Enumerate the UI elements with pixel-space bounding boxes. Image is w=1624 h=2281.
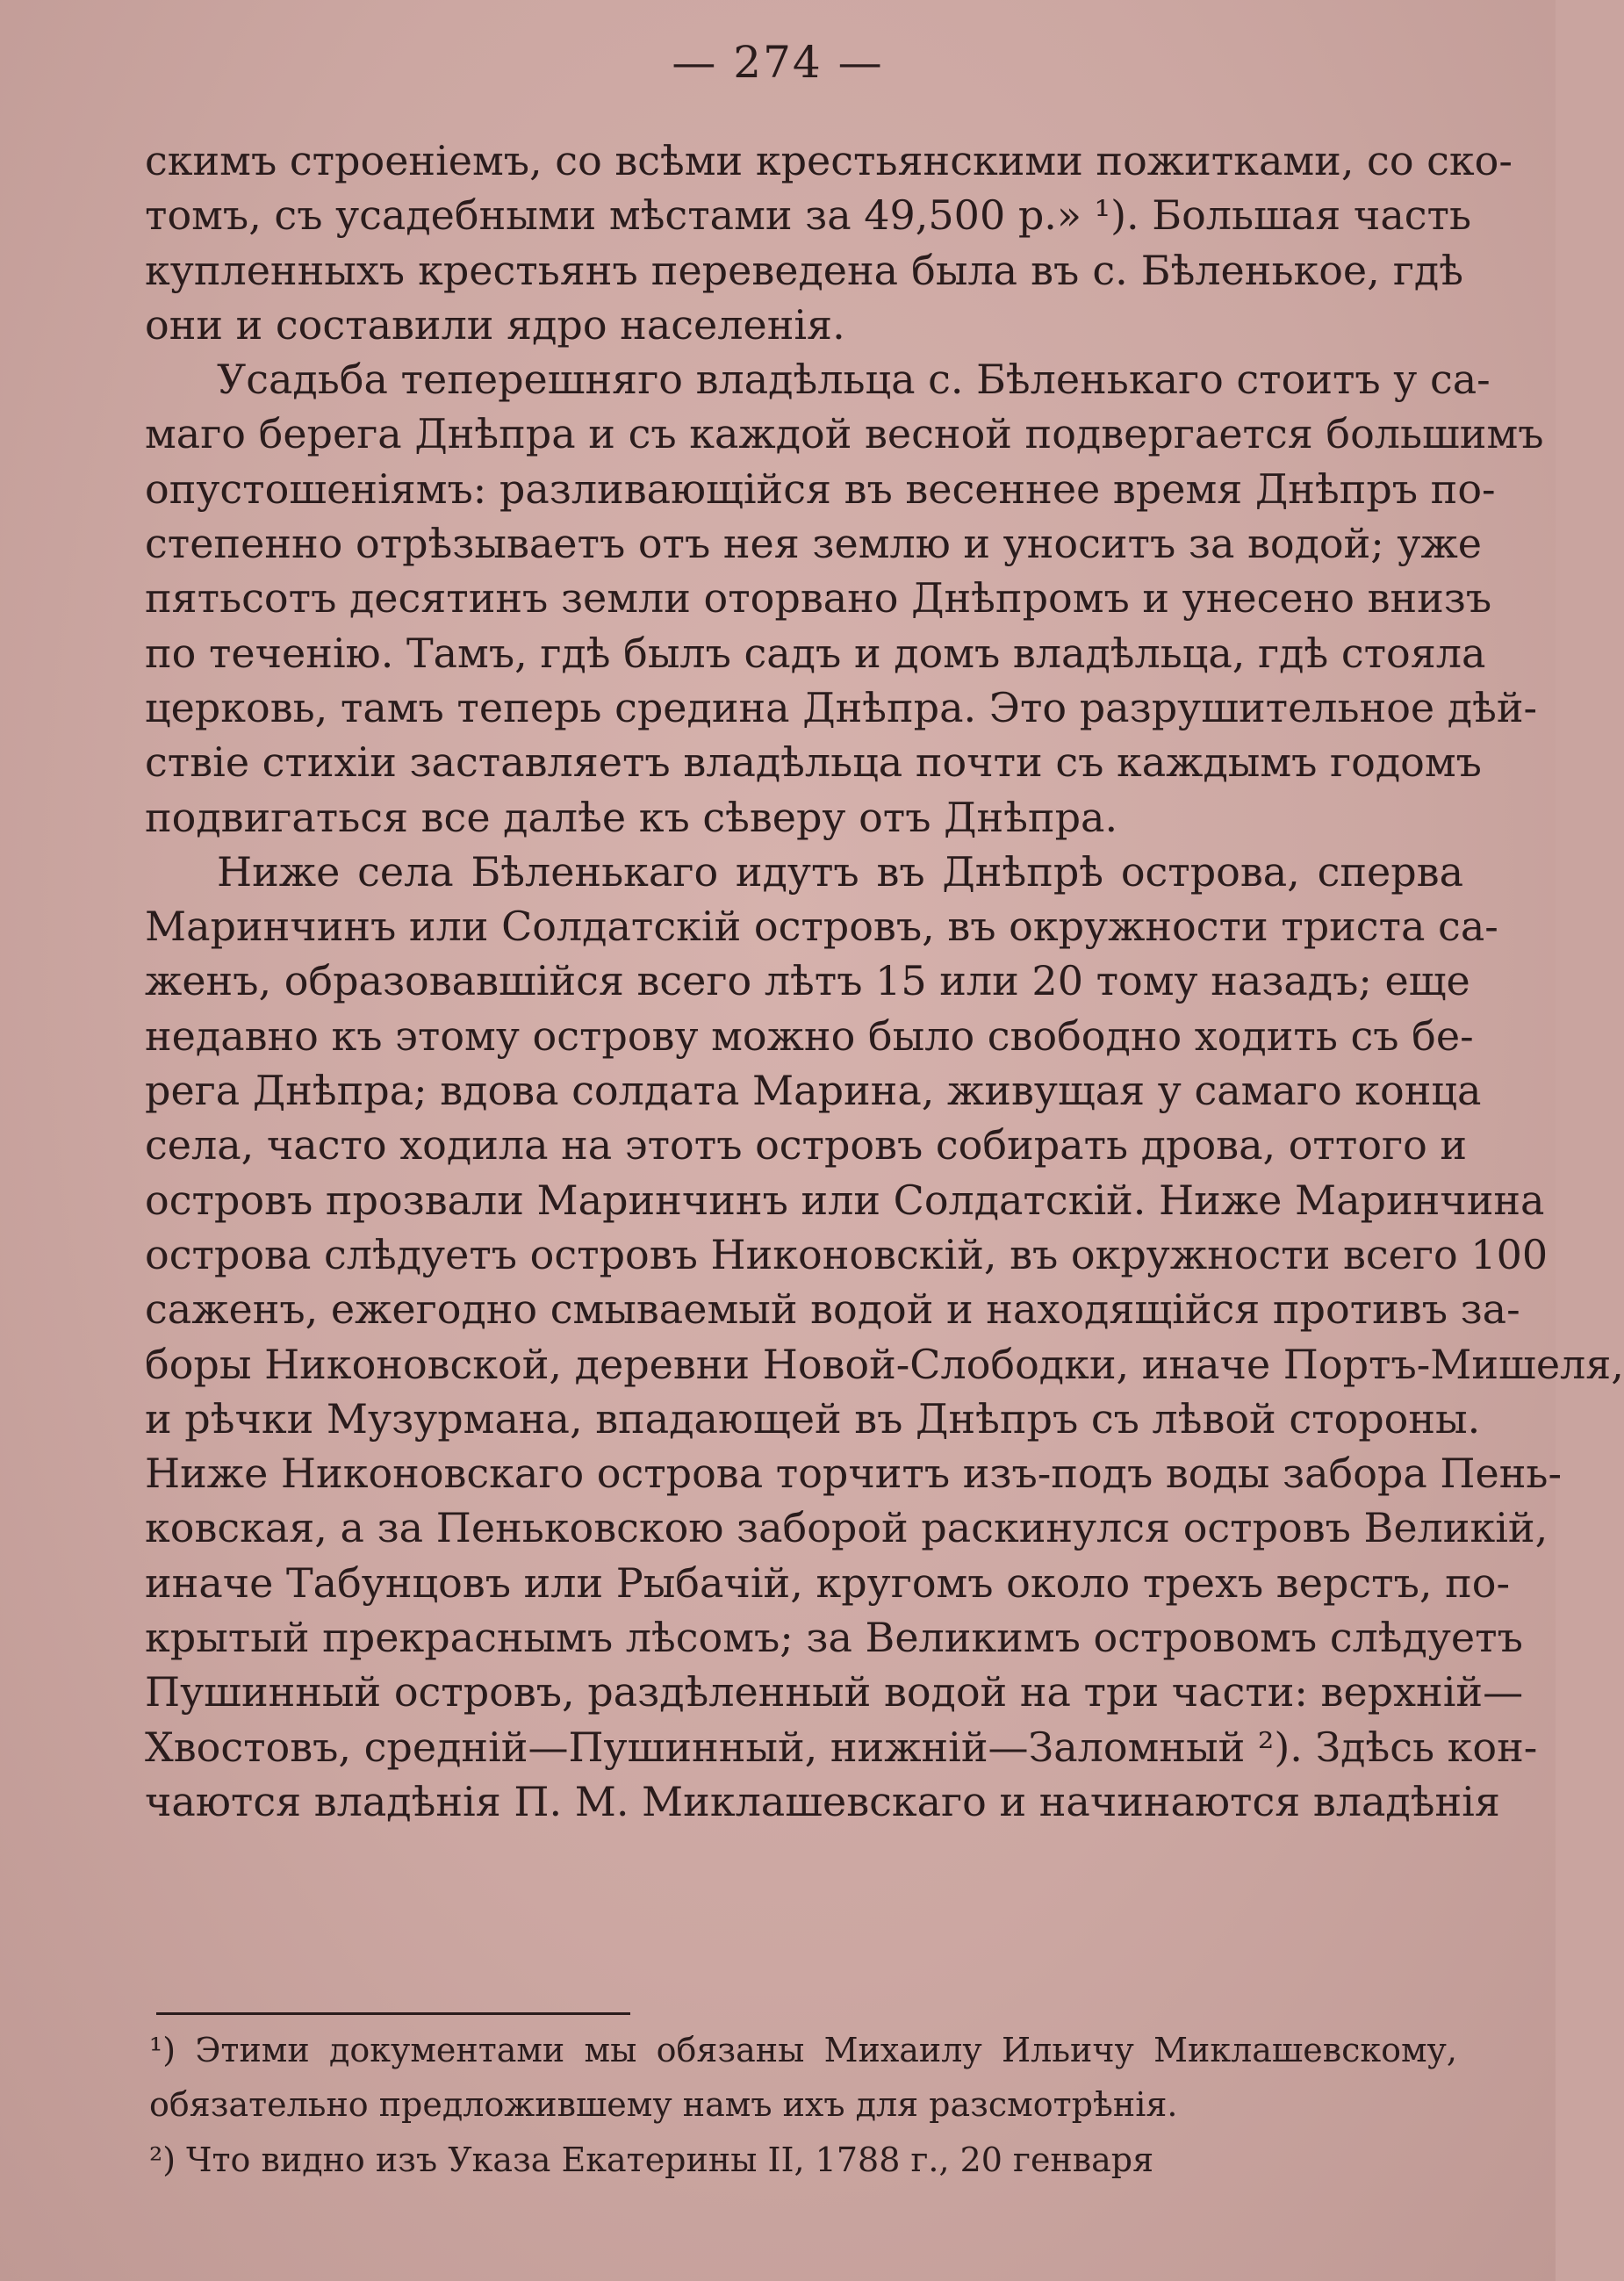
text-line: Хвостовъ, средній—Пушинный, нижній—Заломный ²). Здѣсь кон- [145, 1723, 1538, 1771]
text-line: саженъ, ежегодно смываемый водой и находящійся противъ за- [145, 1285, 1520, 1334]
text-line: по теченію. Тамъ, гдѣ былъ садъ и домъ владѣльца, гдѣ стояла [145, 629, 1486, 677]
text-line: пятьсотъ десятинъ земли оторвано Днѣпромъ и унесено внизъ [145, 574, 1492, 622]
text-line: и рѣчки Музурмана, впадающей въ Днѣпръ съ лѣвой стороны. [145, 1394, 1481, 1443]
text-line: Пушинный островъ, раздѣленный водой на три части: верхній— [145, 1668, 1524, 1716]
text-line: степенно отрѣзываетъ отъ нея землю и уноситъ за водой; уже [145, 520, 1482, 568]
text-line: подвигаться все далѣе къ сѣверу отъ Днѣпра. [145, 793, 1118, 841]
footnote-2-line: ²) Что видно изъ Указа Екатерины II, 1788 г., 20 генваря [149, 2140, 1154, 2179]
text-line: чаются владѣнія П. М. Миклашевскаго и начинаются владѣнія [145, 1777, 1500, 1825]
text-line: ствіе стихіи заставляетъ владѣльца почти съ каждымъ годомъ [145, 738, 1482, 787]
text-line: ковская, а за Пеньковскою заборой раскинулся островъ Великій, [145, 1504, 1549, 1552]
text-line: они и составили ядро населенія. [145, 300, 845, 349]
text-line: маго берега Днѣпра и съ каждой весной подвергается большимъ [145, 410, 1544, 458]
text-line: женъ, образовавшійся всего лѣтъ 15 или 20 тому назадъ; еще [145, 957, 1470, 1005]
text-line: иначе Табунцовъ или Рыбачій, кругомъ около трехъ верстъ, по- [145, 1558, 1510, 1607]
text-line: рега Днѣпра; вдова солдата Марина, живущая у самаго конца [145, 1067, 1482, 1115]
text-line: острова слѣдуетъ островъ Никоновскій, въ окружности всего 100 [145, 1230, 1549, 1278]
footnote-divider [156, 2012, 630, 2015]
body-text [145, 133, 1624, 1829]
text-line: крытый прекраснымъ лѣсомъ; за Великимъ островомъ слѣдуетъ [145, 1614, 1523, 1662]
footnote-1-continuation: обязательно предложившему намъ ихъ для разсмотрѣнія. [149, 2085, 1178, 2125]
text-line: церковь, тамъ теперь средина Днѣпра. Это разрушительное дѣй- [145, 683, 1538, 731]
text-line: купленныхъ крестьянъ переведена была въ с. Бѣленькое, гдѣ [145, 246, 1463, 294]
text-line: Усадьба теперешняго владѣльца с. Бѣленькаго стоитъ у са- [217, 356, 1491, 404]
footnote-1-line: ¹) Этими документами мы обязаны Михаилу Ильичу Миклашевскому, [149, 2031, 1457, 2069]
text-line: опустошеніямъ: разливающійся въ весеннее время Днѣпръ по- [145, 464, 1496, 513]
text-line: боры Никоновской, деревни Новой-Слободки, иначе Портъ-Мишеля, [145, 1340, 1624, 1388]
page-number: — 274 — [672, 37, 884, 88]
text-line: Маринчинъ или Солдатскій островъ, въ окружности триста са- [145, 903, 1498, 951]
text-line: Ниже Никоновскаго острова торчитъ изъ-подъ воды забора Пень- [145, 1450, 1562, 1498]
text-line: села, часто ходила на этотъ островъ собирать дрова, оттого и [145, 1121, 1468, 1169]
text-line: Ниже села Бѣленькаго идутъ въ Днѣпрѣ острова, сперва [217, 847, 1463, 896]
footnotes [149, 2028, 1457, 2192]
text-line: томъ, съ усадебными мѣстами за 49,500 р.» ¹). Большая часть [145, 191, 1471, 240]
text-line: недавно къ этому острову можно было свободно ходить съ бе- [145, 1011, 1474, 1060]
text-line: островъ прозвали Маринчинъ или Солдатскій. Ниже Маринчина [145, 1176, 1545, 1224]
text-line: скимъ строеніемъ, со всѣми крестьянскими пожитками, со ско- [145, 137, 1513, 184]
